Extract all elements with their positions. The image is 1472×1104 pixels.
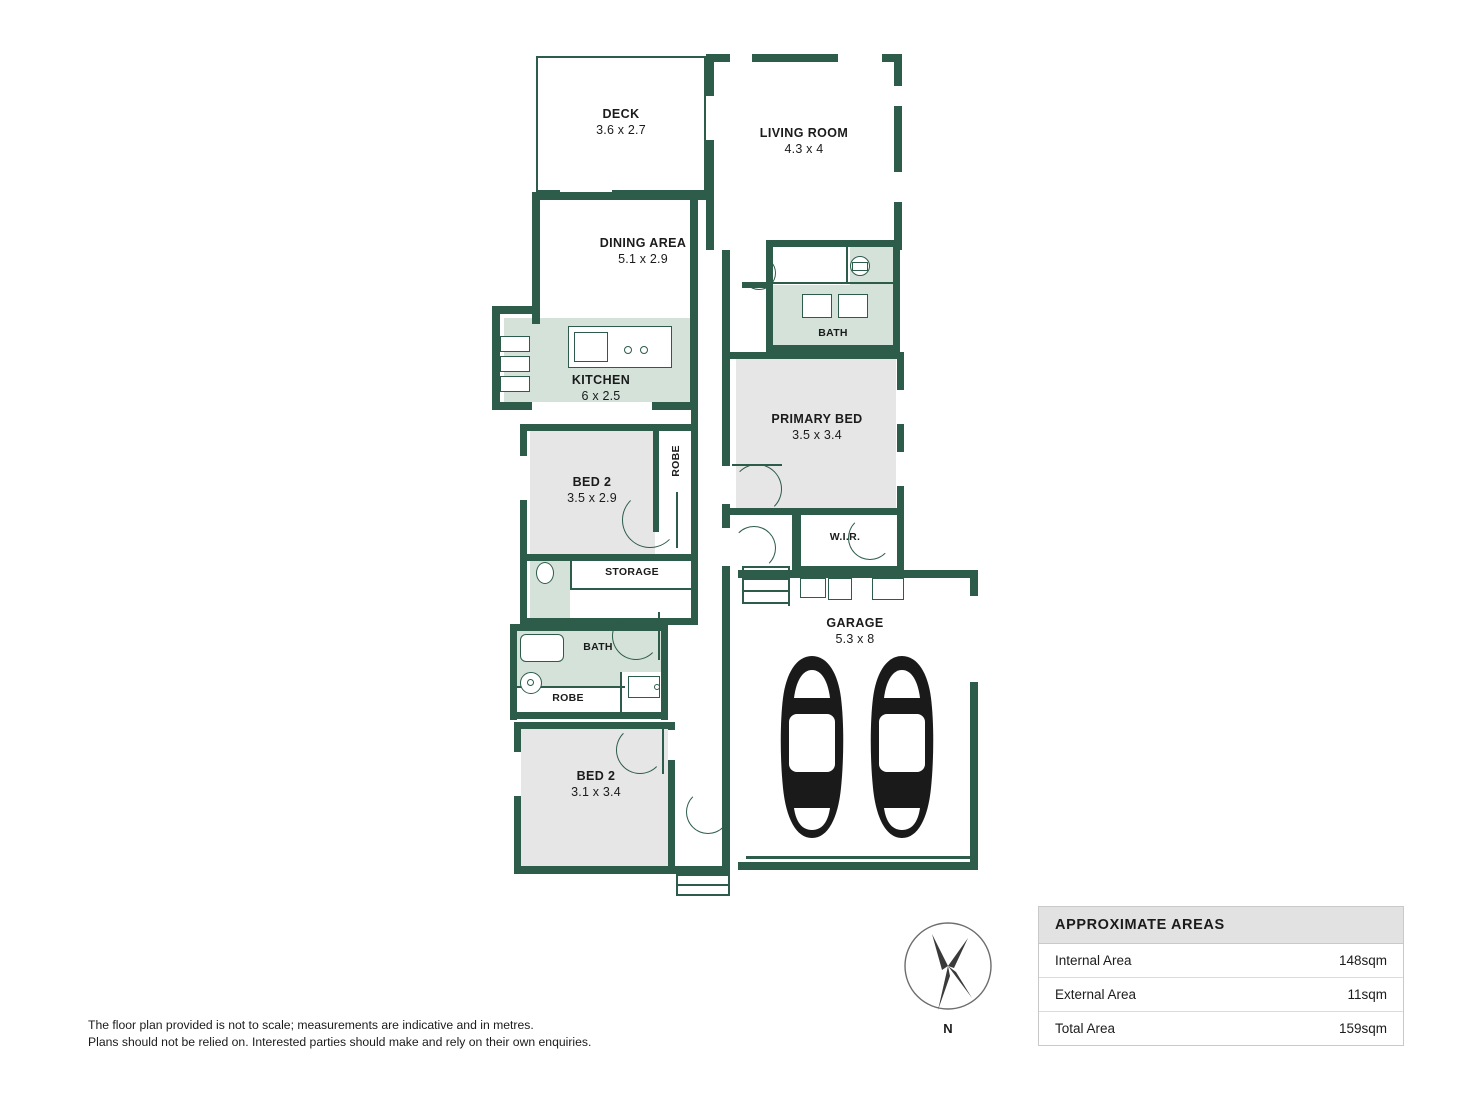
room-name-garage: GARAGE (826, 616, 884, 630)
areas-row-internal (1039, 944, 1403, 978)
stair-wall-left (742, 568, 744, 604)
bath-lower-partition (620, 672, 622, 712)
areas-value-internal: 148sqm (1338, 953, 1387, 968)
room-dim-deck: 3.6 x 2.7 (596, 123, 646, 137)
room-label-bed2-upper (530, 474, 654, 506)
wc-upper-fill (770, 243, 850, 285)
stair-line-3 (742, 590, 790, 592)
wc-partition (846, 243, 848, 282)
door-arc-primary-bed (732, 464, 782, 514)
dining-wall-left (532, 192, 540, 324)
bath-upper-wall-right (893, 240, 900, 352)
dining-wall-top (536, 192, 714, 200)
living-wall-right (894, 54, 902, 250)
kitchen-sink (574, 332, 608, 362)
corridor-wall-right-upper (690, 192, 698, 410)
room-dim-dining-area: 5.1 x 2.9 (618, 252, 668, 266)
room-label-robe-lower: ROBE (552, 692, 584, 704)
room-dim-garage: 5.3 x 8 (835, 632, 875, 646)
room-name-deck: DECK (602, 107, 640, 121)
bed2-upper-wall-top (524, 424, 698, 431)
wir-wall-right (897, 512, 904, 574)
door-leaf-primary-bed (732, 464, 782, 466)
compass-north-label: N (943, 1021, 953, 1036)
bath-upper-wall-left (766, 240, 773, 352)
room-label-living-room (714, 125, 894, 157)
storage-wall-right (691, 554, 698, 624)
door-arc-corridor (732, 526, 776, 570)
door-leaf-bed2-upper (676, 492, 678, 548)
primary-bed-wall-right (897, 352, 904, 514)
room-name-primary-bed: PRIMARY BED (771, 412, 863, 426)
stair-line-4 (742, 602, 790, 604)
approximate-areas-table (1038, 906, 1404, 1046)
primary-bed-wall-top (730, 352, 904, 359)
room-label-dining-area (553, 235, 733, 267)
room-name-bed2-lower: BED 2 (576, 769, 616, 783)
bed2-lower-window (514, 752, 521, 796)
basin-lower-tap (654, 684, 660, 690)
garage-door-line (746, 856, 972, 859)
room-label-bath-upper: BATH (818, 327, 848, 339)
laundry-tub (800, 578, 826, 598)
room-name-living-room: LIVING ROOM (759, 126, 849, 140)
living-window-top-2 (838, 54, 882, 62)
bed2-upper-window (520, 456, 527, 500)
storage-toilet (536, 562, 554, 584)
garage-window-right (970, 596, 978, 682)
room-name-dining-area: DINING AREA (599, 236, 687, 250)
room-label-primary-bed (737, 411, 897, 443)
wir-wall-left (792, 512, 799, 574)
deck-wall-top (536, 56, 706, 58)
cooktop-burner-1 (624, 346, 632, 354)
car-icons (756, 648, 962, 848)
living-window-right-1 (894, 86, 902, 106)
door-arc-bed2-lower (616, 726, 664, 774)
kitchen-appliance-3 (500, 376, 530, 392)
areas-value-total: 159sqm (1338, 1021, 1387, 1036)
areas-label-total: Total Area (1055, 1021, 1116, 1036)
room-label-deck (541, 106, 701, 138)
garage-wall-bottom (738, 862, 978, 870)
bed2-lower-door-gap (668, 730, 675, 760)
living-window-right-2 (894, 172, 902, 202)
door-leaf-bed2-lower (662, 726, 664, 774)
storage-div-1 (570, 560, 572, 590)
deck-wall-left (536, 56, 538, 192)
stair-line-2 (742, 578, 790, 580)
stair-wall-right (788, 566, 790, 606)
living-window-top-1 (730, 54, 752, 62)
room-label-bath-lower: BATH (583, 641, 613, 653)
room-label-wir: W.I.R. (829, 531, 861, 543)
room-name-kitchen: KITCHEN (571, 373, 631, 387)
storage-div-2 (570, 588, 694, 590)
bath-lower-wall-right (661, 624, 668, 720)
porch-wall-bottom (676, 894, 730, 896)
room-label-robe-upper: ROBE (670, 445, 682, 477)
areas-row-total (1039, 1012, 1403, 1045)
room-dim-living-room: 4.3 x 4 (784, 142, 824, 156)
areas-value-external: 11sqm (1347, 987, 1387, 1002)
living-wall-left (706, 54, 714, 250)
areas-row-external (1039, 978, 1403, 1012)
storage-wall-left (520, 554, 527, 624)
areas-label-external: External Area (1055, 987, 1137, 1002)
room-label-garage (780, 615, 930, 647)
vanity-basin-left (802, 294, 832, 318)
room-dim-kitchen: 6 x 2.5 (581, 389, 621, 403)
bed2-lower-wall-bottom (514, 866, 730, 874)
disclaimer-line-1: The floor plan provided is not to scale; measurements are indicative and in metres. (88, 1018, 534, 1032)
bed2-upper-wall-right (691, 410, 698, 560)
bath-lower-wall-bottom (510, 712, 668, 719)
corridor-door-gap-1 (722, 466, 730, 504)
room-name-bed2-upper: BED 2 (572, 475, 612, 489)
room-dim-bed2-lower: 3.1 x 3.4 (571, 785, 621, 799)
door-arc-entry (686, 790, 730, 834)
primary-bed-window-1 (897, 390, 904, 424)
corridor-door-gap-2 (722, 528, 730, 566)
room-dim-bed2-upper: 3.5 x 2.9 (567, 491, 617, 505)
kitchen-appliance-2 (500, 356, 530, 372)
porch-div (676, 884, 730, 886)
room-label-bed2-lower (528, 768, 664, 800)
compass-rose (898, 916, 998, 1036)
living-opening-left (706, 96, 714, 140)
areas-table-title: APPROXIMATE AREAS (1039, 907, 1403, 944)
bed2-upper-wall-bottom (520, 554, 698, 561)
disclaimer (88, 1017, 591, 1051)
cooktop-burner-2 (640, 346, 648, 354)
toilet-upper-cistern (852, 262, 868, 271)
toilet-lower-detail (527, 679, 534, 686)
primary-bed-window-2 (897, 452, 904, 486)
garage-wall-top (738, 570, 978, 578)
door-arc-bath-upper (742, 256, 776, 290)
door-leaf-bath-lower (658, 612, 660, 660)
porch-wall-top (676, 874, 730, 876)
compass-icon (898, 916, 998, 1016)
areas-label-internal: Internal Area (1055, 953, 1132, 968)
bath-lower-wall-left (510, 624, 517, 720)
bed2-lower-wall-left (514, 722, 521, 874)
room-label-storage: STORAGE (605, 566, 659, 578)
bath-upper-wall-bottom (766, 345, 900, 352)
kitchen-wall-left (492, 306, 500, 410)
laundry-bench (872, 578, 904, 600)
room-label-kitchen (531, 372, 671, 404)
bath-upper-wall-top (766, 240, 900, 247)
kitchen-appliance-1 (500, 336, 530, 352)
bath-upper-partition (773, 282, 893, 284)
disclaimer-line-2: Plans should not be relied on. Interested parties should make and rely on their own enquiries. (88, 1035, 592, 1049)
vanity-basin-right (838, 294, 868, 318)
room-dim-primary-bed: 3.5 x 3.4 (792, 428, 842, 442)
laundry-sink (828, 578, 852, 600)
